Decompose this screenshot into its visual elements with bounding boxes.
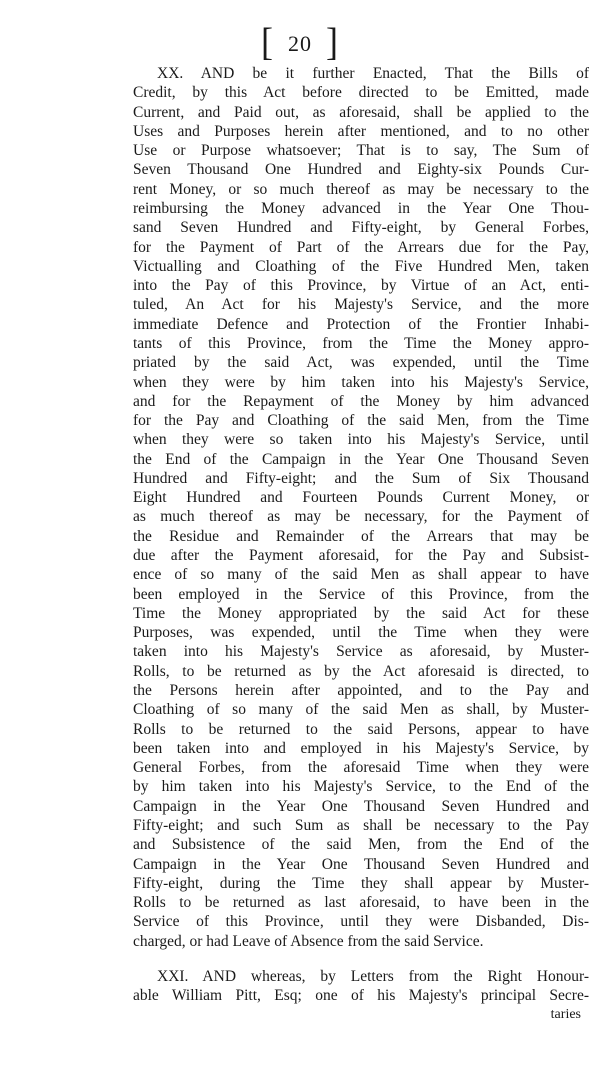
text-line: Hundred and Fifty-eight; and the Sum of Six Thousand [133, 469, 589, 487]
text-line: as much thereof as may be necessary, for the Payment of [133, 508, 589, 526]
text-line: Rolls, to be returned as by the Act aforesaid is directed, to [133, 662, 589, 680]
text-line: been taken into and employed in his Majesty's Service, by [133, 739, 589, 757]
text-line: Use or Purpose whatsoever; That is to say, The Sum of [133, 142, 589, 160]
text-line: XXI. AND whereas, by Letters from the Right Honour- [157, 967, 589, 985]
text-line: Rolls to be returned as last aforesaid, to have been in the [133, 894, 589, 912]
right-bracket: ] [326, 20, 339, 64]
text-line: XX. AND be it further Enacted, That the Bills of [157, 65, 589, 82]
text-line: been employed in the Service of this Province, from the [133, 585, 589, 603]
text-line: rent Money, or so much thereof as may be necessary to the [133, 180, 589, 198]
text-line: General Forbes, from the aforesaid Time when they were [133, 759, 589, 777]
text-line: immediate Defence and Protection of the Frontier Inhabi- [133, 315, 589, 333]
text-line: Fifty-eight, during the Time they shall appear by Muster- [133, 874, 589, 892]
text-line: Credit, by this Act before directed to be Emitted, made [133, 84, 589, 102]
text-line: Purposes, was expended, until the Time when they were [133, 624, 589, 642]
left-bracket: [ [261, 20, 274, 64]
text-line: Eight Hundred and Fourteen Pounds Current Money, or [133, 489, 589, 507]
text-line: Uses and Purposes herein after mentioned, and to no other [133, 122, 589, 140]
text-line: Campaign in the Year One Thousand Seven Hundred and [133, 855, 589, 873]
catchword: taries [550, 1006, 581, 1022]
text-line: due after the Payment aforesaid, for the Pay and Subsist- [133, 547, 589, 565]
text-line: Fifty-eight; and such Sum as shall be necessary to the Pay [133, 816, 589, 834]
text-line: the End of the Campaign in the Year One Thousand Seven [133, 450, 589, 468]
text-line: Cloathing of so many of the said Men as shall, by Muster- [133, 701, 589, 719]
text-line: Service of this Province, until they were Disbanded, Dis- [133, 913, 589, 931]
text-line: when they were by him taken into his Majesty's Service, [133, 373, 589, 391]
text-line: reimbursing the Money advanced in the Year One Thou- [133, 199, 589, 217]
paragraph-section-xx [133, 64, 589, 951]
text-line: sand Seven Hundred and Fifty-eight, by General Forbes, [133, 219, 589, 237]
text-line: and Subsistence of the said Men, from the End of the [133, 836, 589, 854]
text-line: ence of so many of the said Men as shall appear to have [133, 566, 589, 584]
text-line: for the Payment of Part of the Arrears due for the Pay, [133, 238, 589, 256]
text-line: able William Pitt, Esq; one of his Majesty's principal Secre- [133, 987, 589, 1005]
paragraph-section-xxi [133, 967, 589, 1006]
text-line: priated by the said Act, was expended, until the Time [133, 354, 589, 372]
text-line: into the Pay of this Province, by Virtue of an Act, enti- [133, 277, 589, 295]
text-line: Rolls to be returned to the said Persons, appear to have [133, 720, 589, 738]
text-line: by him taken into his Majesty's Service, to the End of the [133, 778, 589, 796]
text-line: Time the Money appropriated by the said Act for these [133, 604, 589, 622]
page-number [0, 22, 600, 65]
document-body [133, 64, 589, 1024]
text-line: the Residue and Remainder of the Arrears that may be [133, 527, 589, 545]
text-line: the Persons herein after appointed, and to the Pay and [133, 682, 589, 699]
text-line: when they were so taken into his Majesty's Service, until [133, 431, 589, 449]
text-line: tants of this Province, from the Time the Money appro- [133, 334, 589, 352]
text-line: Current, and Paid out, as aforesaid, shall be applied to the [133, 103, 589, 121]
text-line: Victualling and Cloathing of the Five Hundred Men, taken [133, 257, 589, 275]
text-line: for the Pay and Cloathing of the said Men, from the Time [133, 412, 589, 430]
text-line: Campaign in the Year One Thousand Seven Hundred and [133, 797, 589, 815]
text-line: Seven Thousand One Hundred and Eighty-six Pounds Cur- [133, 161, 589, 179]
page-number-value: 20 [288, 31, 312, 56]
text-line: and for the Repayment of the Money by him advanced [133, 392, 589, 410]
text-line: taken into his Majesty's Service as aforesaid, by Muster- [133, 643, 589, 661]
text-line: charged, or had Leave of Absence from the said Service. [133, 932, 484, 950]
text-line: tuled, An Act for his Majesty's Service, and the more [133, 296, 589, 314]
